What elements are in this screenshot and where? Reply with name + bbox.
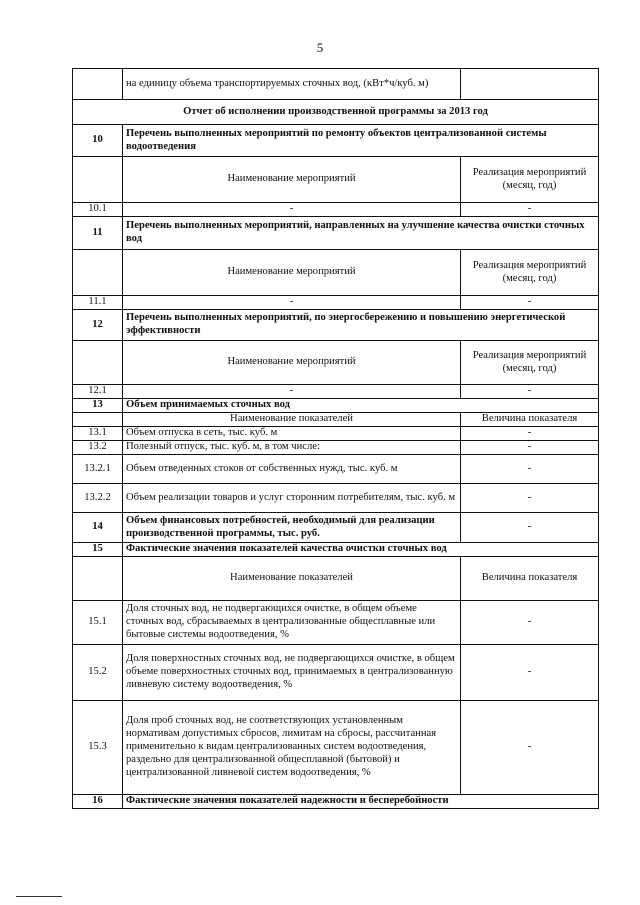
section-title: Перечень выполненных мероприятий по ремонту объектов централизованной системы водоотведения [123, 125, 599, 157]
row-number: 13.2.1 [73, 455, 123, 484]
empty-cell [73, 341, 123, 385]
section-header-16 [73, 795, 599, 809]
row-number: 10.1 [73, 203, 123, 217]
indicator-name: Доля проб сточных вод, не соответствующих установленным нормативам допустимых сбросов, лимитам на сбросы, рассчитанная применительно к видам централизованных систем водоотведения, раздельно для централизованной общесплавной (бытовой) и централизованной ливневой систем водоотведения, % [123, 701, 461, 795]
indicator-name: Полезный отпуск, тыс. куб. м, в том числе: [123, 441, 461, 455]
top-text-cell: на единицу объема транспортируемых сточных вод, (кВт*ч/куб. м) [123, 69, 461, 100]
indicator-value: - [461, 484, 599, 513]
column-header: Наименование показателей [123, 557, 461, 601]
table-header-row [73, 250, 599, 296]
column-header: Наименование мероприятий [123, 250, 461, 296]
table-row [73, 441, 599, 455]
indicator-value: - [461, 645, 599, 701]
row-number: 13.2.2 [73, 484, 123, 513]
indicator-value: - [461, 441, 599, 455]
section-header-12 [73, 310, 599, 341]
cell-value: - [123, 385, 461, 399]
column-header: Реализация мероприятий (месяц, год) [461, 250, 599, 296]
column-header: Величина показателя [461, 557, 599, 601]
program-report-table [72, 68, 599, 809]
row-number: 15.2 [73, 645, 123, 701]
row-number: 12.1 [73, 385, 123, 399]
table-row [73, 69, 599, 100]
empty-cell [73, 69, 123, 100]
section-number: 11 [73, 217, 123, 250]
section-header-14 [73, 513, 599, 543]
section-title: Объем принимаемых сточных вод [123, 399, 599, 413]
table-row [73, 601, 599, 645]
section-number: 16 [73, 795, 123, 809]
row-number: 15.3 [73, 701, 123, 795]
column-header: Наименование показателей [123, 413, 461, 427]
empty-cell [73, 250, 123, 296]
table-header-row [73, 557, 599, 601]
cell-value: - [461, 203, 599, 217]
bottom-rule [16, 896, 62, 897]
cell-value: - [461, 385, 599, 399]
table-row [73, 701, 599, 795]
indicator-name: Объем реализации товаров и услуг сторонним потребителям, тыс. куб. м [123, 484, 461, 513]
table-row [73, 455, 599, 484]
section-header-13 [73, 399, 599, 413]
section-header-15 [73, 543, 599, 557]
column-header: Наименование мероприятий [123, 157, 461, 203]
section-header-11 [73, 217, 599, 250]
indicator-value: - [461, 455, 599, 484]
indicator-name: Объем отпуска в сеть, тыс. куб. м [123, 427, 461, 441]
cell-value: - [123, 296, 461, 310]
page-number: 5 [316, 40, 324, 55]
table-row [73, 484, 599, 513]
section-number: 14 [73, 513, 123, 543]
indicator-name: Доля сточных вод, не подвергающихся очистке, в общем объеме сточных вод, сбрасываемых в централизованные общесплавные или бытовые системы водоотведения, % [123, 601, 461, 645]
section-number: 10 [73, 125, 123, 157]
row-number: 13.1 [73, 427, 123, 441]
row-number: 15.1 [73, 601, 123, 645]
cell-value: - [123, 203, 461, 217]
table-header-row [73, 413, 599, 427]
table-row [73, 100, 599, 125]
table-header-row [73, 157, 599, 203]
section-title: Перечень выполненных мероприятий, направленных на улучшение качества очистки сточных вод [123, 217, 599, 250]
empty-cell [73, 413, 123, 427]
column-header: Наименование мероприятий [123, 341, 461, 385]
section-title: Объем финансовых потребностей, необходимый для реализации производственной программы, тыс. руб. [123, 513, 461, 543]
indicator-name: Объем отведенных стоков от собственных нужд, тыс. куб. м [123, 455, 461, 484]
indicator-name: Доля поверхностных сточных вод, не подвергающихся очистке, в общем объеме поверхностных сточных вод, принимаемых в централизованную ливневую систему водоотведения, % [123, 645, 461, 701]
section-title: Фактические значения показателей надежности и бесперебойности [123, 795, 599, 809]
table-header-row [73, 341, 599, 385]
cell-value: - [461, 296, 599, 310]
empty-cell [73, 557, 123, 601]
empty-cell [461, 69, 599, 100]
table-row [73, 385, 599, 399]
empty-cell [73, 157, 123, 203]
report-title: Отчет об исполнении производственной программы за 2013 год [73, 100, 599, 125]
table-row [73, 427, 599, 441]
table-row [73, 645, 599, 701]
row-number: 11.1 [73, 296, 123, 310]
indicator-value: - [461, 701, 599, 795]
indicator-value: - [461, 601, 599, 645]
table-row [73, 203, 599, 217]
table-row [73, 296, 599, 310]
column-header: Реализация мероприятий (месяц, год) [461, 341, 599, 385]
section-number: 15 [73, 543, 123, 557]
section-title: Фактические значения показателей качества очистки сточных вод [123, 543, 599, 557]
section-number: 12 [73, 310, 123, 341]
column-header: Реализация мероприятий (месяц, год) [461, 157, 599, 203]
indicator-value: - [461, 513, 599, 543]
indicator-value: - [461, 427, 599, 441]
row-number: 13.2 [73, 441, 123, 455]
section-number: 13 [73, 399, 123, 413]
column-header: Величина показателя [461, 413, 599, 427]
section-title: Перечень выполненных мероприятий, по энергосбережению и повышению энергетической эффективности [123, 310, 599, 341]
section-header-10 [73, 125, 599, 157]
